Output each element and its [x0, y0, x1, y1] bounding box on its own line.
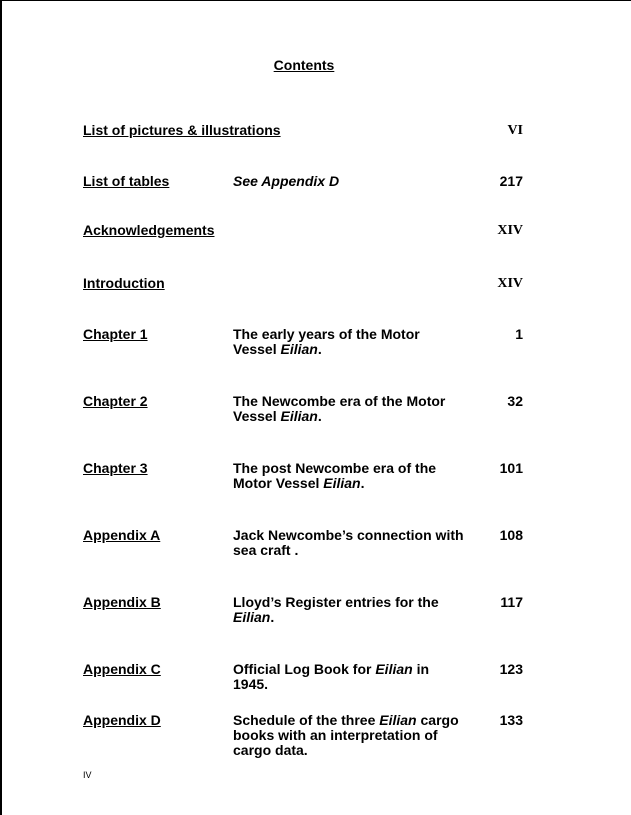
entry-page-number: XIV [497, 223, 523, 238]
entry-page-number: 133 [499, 712, 523, 728]
entry-label: Appendix A [83, 527, 161, 543]
entry-description [233, 174, 465, 189]
entry-page-number: 217 [499, 173, 523, 189]
entry-description-text: The early years of the Motor Vessel [233, 326, 420, 357]
entry-label: Introduction [83, 275, 165, 291]
entry-page-number: XIV [497, 276, 523, 291]
entry-description [233, 662, 465, 692]
entry-description-text: . [317, 408, 322, 424]
entry-description-italic: Eilian [323, 475, 361, 491]
entry-label: Chapter 2 [83, 393, 148, 409]
entry-description-text: The post Newcombe era of the Motor Vessel [233, 460, 437, 491]
entry-page-number: VI [507, 123, 523, 138]
page-title: Contents [273, 57, 335, 73]
entry-label: List of pictures & illustrations [83, 122, 281, 138]
entry-description-text: . [360, 475, 365, 491]
entry-description-text: Lloyd’s Register entries for the [233, 594, 439, 610]
entry-label: Acknowledgements [83, 222, 215, 238]
entry-page-number: 101 [499, 460, 523, 476]
entry-description-italic: Eilian [233, 609, 271, 625]
entry-description-text: cargo books with an interpretation of cargo data. [233, 712, 459, 758]
entry-description-italic: Eilian [375, 661, 413, 677]
entry-label: Appendix B [83, 594, 161, 610]
entry-page-number: 1 [515, 326, 523, 342]
entry-description-text: Official Log Book for [233, 661, 376, 677]
entry-label: Appendix D [83, 712, 161, 728]
entry-description-italic: Eilian [379, 712, 417, 728]
page-number-footer: IV [83, 770, 92, 780]
entry-description-text: . [270, 609, 275, 625]
entry-description [233, 461, 465, 491]
entry-description-text: The Newcombe era of the Motor Vessel [233, 393, 446, 424]
entry-page-number: 32 [507, 393, 523, 409]
entry-label: Chapter 1 [83, 326, 148, 342]
entry-label: Chapter 3 [83, 460, 148, 476]
entry-description-text: . [317, 341, 322, 357]
entry-description [233, 394, 465, 424]
entry-description-italic: See Appendix D [233, 173, 340, 189]
entry-description [233, 595, 465, 625]
entry-description-text: in 1945. [233, 661, 430, 692]
entry-description-italic: Eilian [280, 408, 318, 424]
entry-label: Appendix C [83, 661, 161, 677]
entry-description [233, 528, 465, 558]
entry-label: List of tables [83, 173, 170, 189]
entry-description-text: Jack Newcombe’s connection with sea craft . [233, 527, 464, 558]
entry-description [233, 713, 465, 758]
entry-page-number: 108 [499, 527, 523, 543]
entry-description [233, 327, 465, 357]
entry-description-text: Schedule of the three [233, 712, 380, 728]
entry-page-number: 123 [499, 661, 523, 677]
entry-description-italic: Eilian [280, 341, 318, 357]
entry-page-number: 117 [500, 594, 523, 610]
